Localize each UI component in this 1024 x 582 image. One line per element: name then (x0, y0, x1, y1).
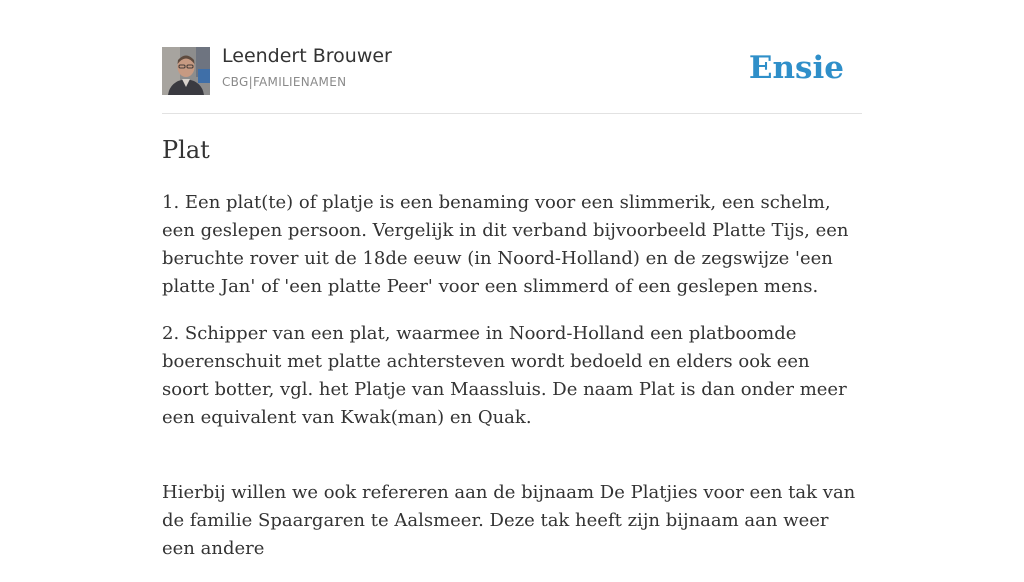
author-name[interactable]: Leendert Brouwer (222, 45, 392, 67)
ensie-logo[interactable]: Ensie (748, 50, 844, 86)
author-header (162, 0, 862, 114)
avatar-photo-icon (162, 47, 210, 95)
article-paragraph: 1. Een plat(te) of platje is een benaming voor een slimmerik, een schelm, een geslepen persoon. Vergelijk in dit verband bijvoorbeeld Platte Tijs, een beruchte rover uit de 18de eeuw (in Noord-Holland) en de zegswijze 'een platte Jan' of 'een platte Peer' voor een slimmerd of een geslepen mens. (162, 192, 849, 297)
page-container (162, 0, 862, 559)
author-subtitle: CBG|FAMILIENAMEN (222, 75, 347, 89)
article-paragraph: Hierbij willen we ook refereren aan de bijnaam De Platjies voor een tak van de familie Spaargaren te Aalsmeer. Deze tak heeft zijn bijnaam aan weer een andere (162, 482, 856, 559)
author-avatar[interactable] (162, 47, 210, 95)
article-body (162, 189, 862, 582)
article-title: Plat (162, 136, 210, 164)
article-paragraph: 2. Schipper van een plat, waarmee in Noord-Holland een platboomde boerenschuit met platte achtersteven wordt bedoeld en elders ook een soort botter, vgl. het Platje van Maassluis. De naam Plat is dan onder meer een equivalent van Kwak(man) en Quak. (162, 323, 847, 428)
